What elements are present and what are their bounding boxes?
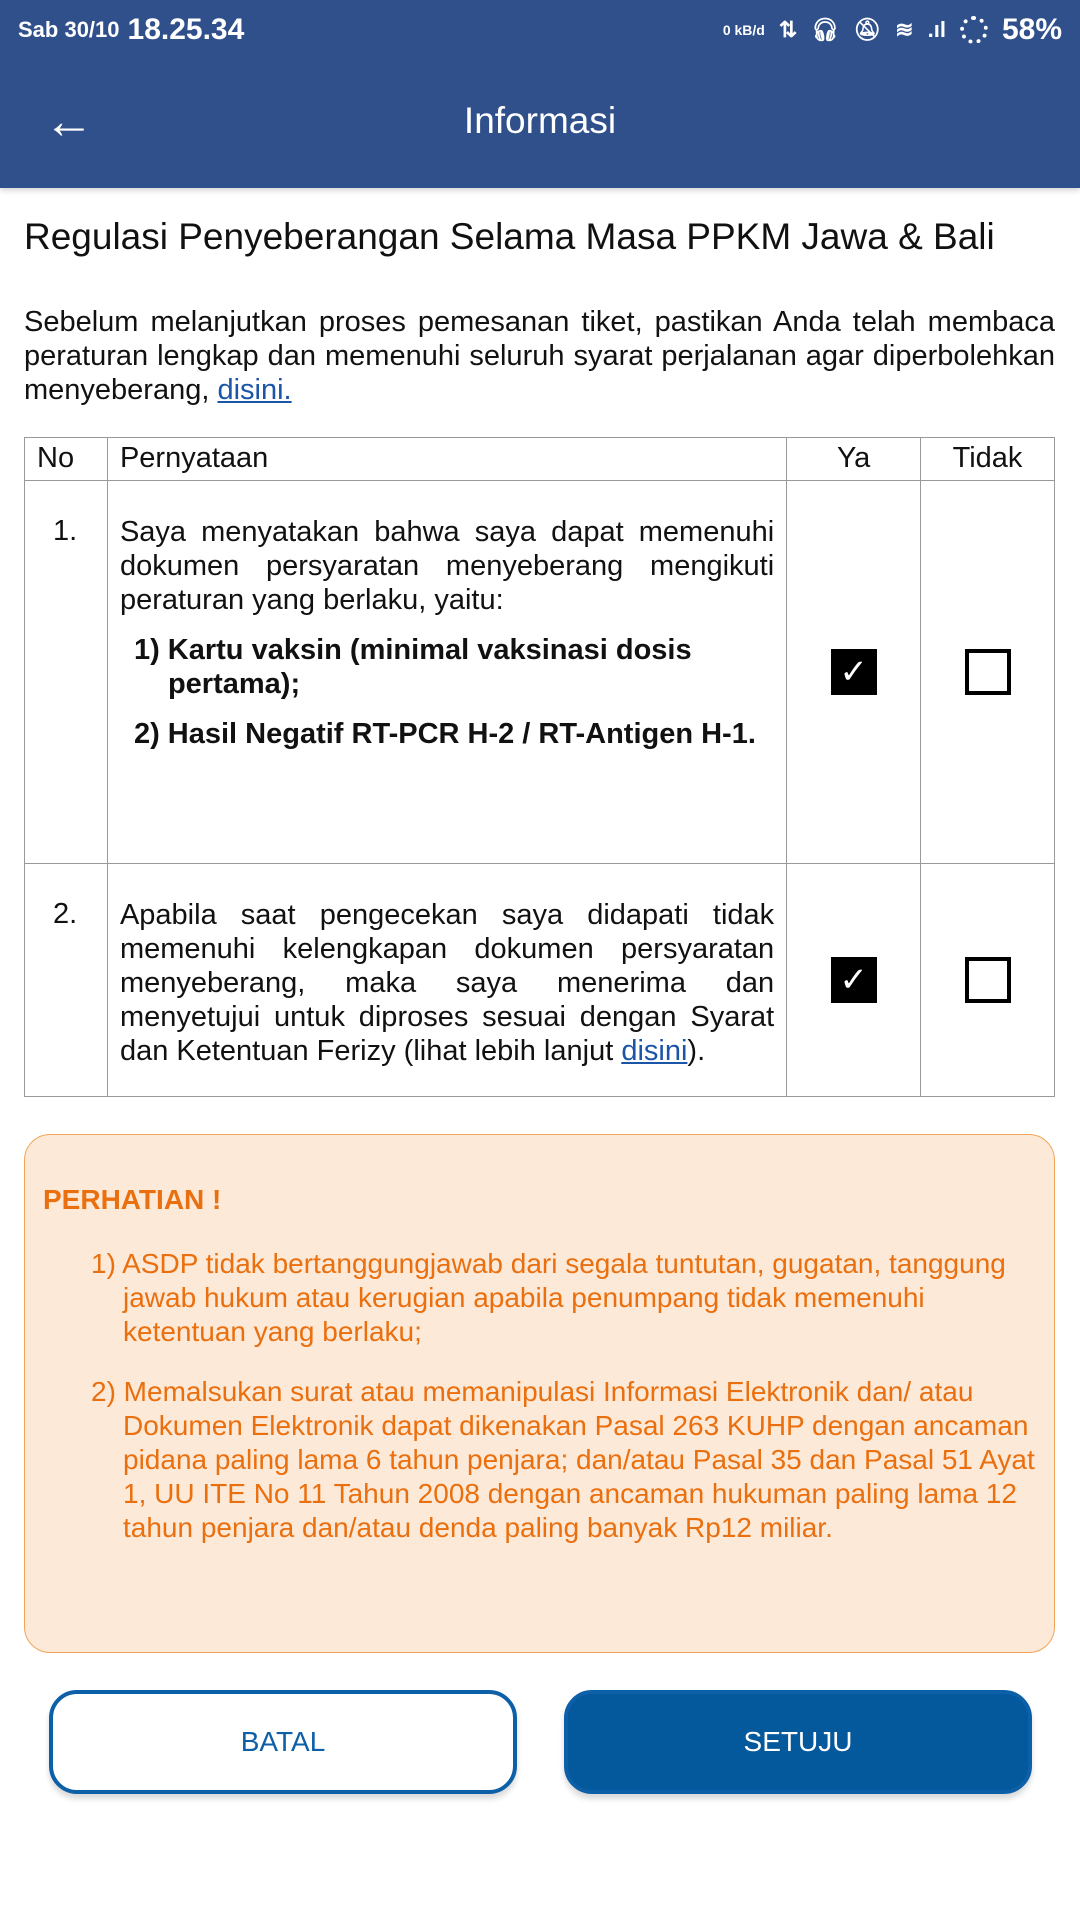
- statement-table: [24, 437, 1055, 1097]
- warning-item: 2) Memalsukan surat atau memanipulasi Informasi Elektronik dan/ atau Dokumen Elektronik dapat dikenakan Pasal 263 KUHP dengan ancaman pidana paling lama 6 tahun penjara; dan/atau Pasal 35 dan Pasal 51 Ayat 1, UU ITE No 11 Tahun 2008 dengan ancaman hukuman paling lama 12 tahun penjara dan/atau denda paling banyak Rp12 miliar.: [91, 1376, 1035, 1543]
- arrow-left-icon[interactable]: ←: [44, 93, 94, 149]
- row-number: 2.: [25, 864, 108, 1097]
- header-no-answer: Tidak: [921, 438, 1055, 481]
- statement-text: Apabila saat pengecekan saya didapati tidak memenuhi kelengkapan dokumen persyaratan menyeberang, maka saya menerima dan menyetujui untuk diproses sesuai dengan Syarat dan Ketentuan Ferizy (lihat lebih lanjut: [119, 899, 775, 1067]
- statement-end: ).: [687, 1035, 706, 1067]
- regulation-title: Regulasi Penyeberangan Selama Masa PPKM Jawa & Bali: [24, 216, 995, 257]
- status-time: 18.25.34: [127, 13, 245, 46]
- row-number: 1.: [25, 481, 108, 864]
- table-row: [25, 864, 1055, 1097]
- bell-off-icon: 🔕︎: [853, 17, 882, 42]
- yes-checkbox-checked[interactable]: ✓: [831, 957, 877, 1003]
- requirement-item: 1) Kartu vaksin (minimal vaksinasi dosis pertama);: [133, 634, 692, 700]
- row-statement: [107, 864, 786, 1097]
- table-header: [25, 438, 1055, 481]
- intro-body: Sebelum melanjutkan proses pemesanan tiket, pastikan Anda telah membaca peraturan lengkap dan memenuhi seluruh syarat perjalanan agar diperbolehkan menyeberang,: [24, 306, 1055, 406]
- data-transfer-icon: ⇅: [778, 17, 798, 42]
- app-bar: [0, 0, 1080, 188]
- agree-button[interactable]: SETUJU: [564, 1690, 1032, 1794]
- requirement-item: 2) Hasil Negatif RT-PCR H-2 / RT-Antigen H-1.: [133, 718, 756, 750]
- terms-link[interactable]: disini: [621, 1035, 688, 1067]
- cancel-button[interactable]: BATAL: [49, 1690, 517, 1794]
- warning-item: 1) ASDP tidak bertanggungjawab dari segala tuntutan, gugatan, tanggung jawab hukum atau kerugian apabila penumpang tidak memenuhi ketentuan yang berlaku;: [91, 1248, 1006, 1347]
- warning-title: PERHATIAN !: [43, 1184, 222, 1215]
- table-row: [25, 481, 1055, 864]
- data-rate: 0 kB/d: [722, 22, 765, 38]
- status-date: Sab 30/10: [18, 17, 120, 42]
- header-no: No: [25, 438, 108, 481]
- yes-checkbox-checked[interactable]: ✓: [831, 649, 877, 695]
- warning-box: [24, 1134, 1055, 1653]
- status-bar: [18, 10, 1062, 50]
- intro-text: [24, 305, 1055, 407]
- page-title: Informasi: [463, 100, 617, 141]
- intro-link[interactable]: disini.: [217, 374, 292, 406]
- headphones-icon: 🎧︎: [811, 17, 840, 42]
- header-statement: Pernyataan: [107, 438, 786, 481]
- statement-text: Saya menyatakan bahwa saya dapat memenuhi dokumen persyaratan menyeberang mengikuti peraturan yang berlaku, yaitu:: [119, 516, 775, 616]
- signal-icon: .ıl: [927, 17, 946, 42]
- no-checkbox[interactable]: [965, 649, 1011, 695]
- no-checkbox[interactable]: [965, 957, 1011, 1003]
- battery-level: 58%: [1001, 13, 1062, 46]
- row-statement: [107, 481, 786, 864]
- battery-icon: [960, 16, 988, 44]
- header-yes: Ya: [787, 438, 921, 481]
- wifi-icon: ≋: [895, 17, 914, 42]
